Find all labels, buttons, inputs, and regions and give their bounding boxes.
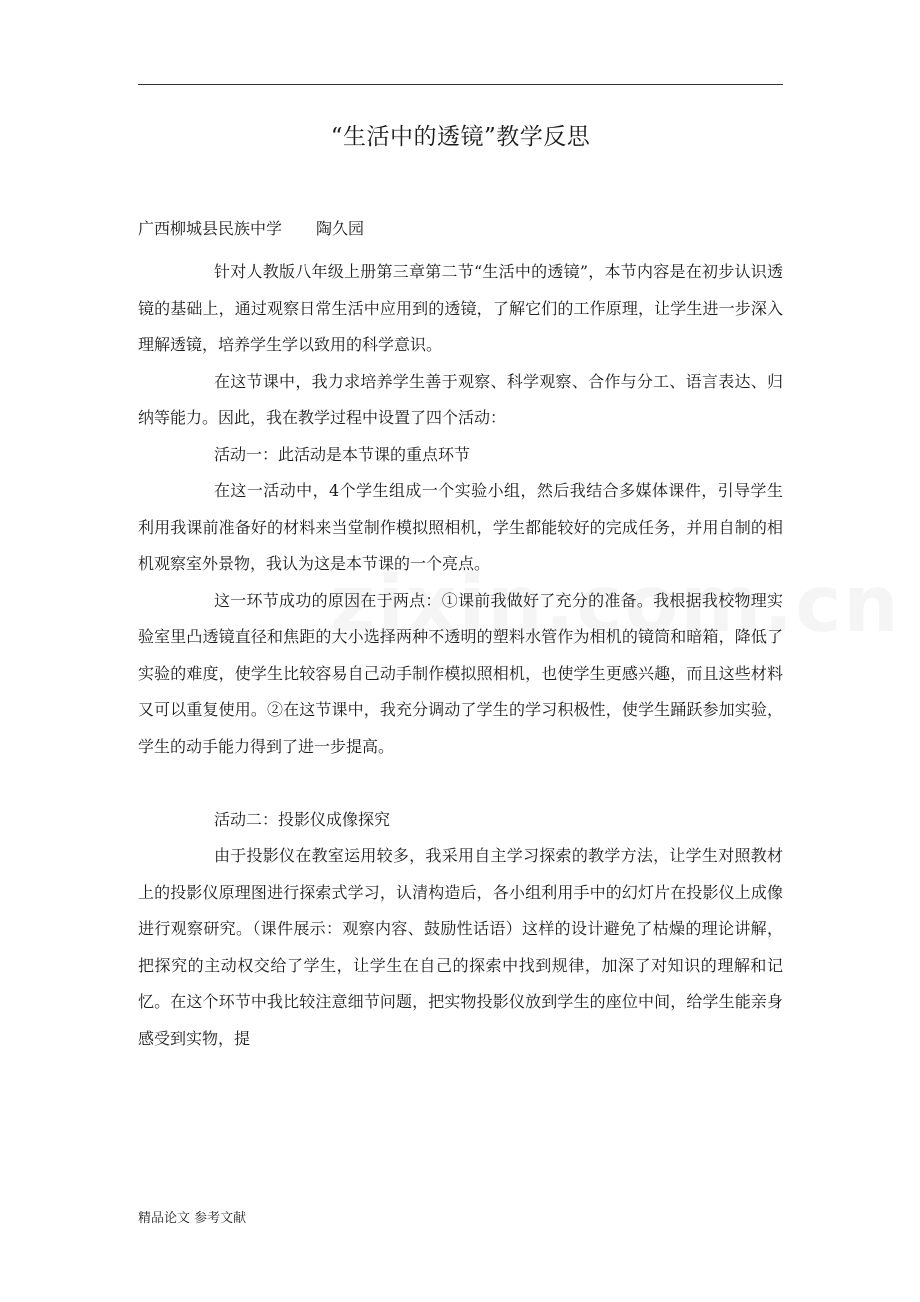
paragraph-activity-1-body: 在这一活动中，4个学生组成一个实验小组，然后我结合多媒体课件，引导学生利用我课前准备好的材料来当堂制作模拟照相机，学生都能较好的完成任务，并用自制的相机观察室外景物，我认为这是本节课的一个亮点。	[138, 481, 783, 573]
paragraph-intro: 针对人教版八年级上册第三章第二节“生活中的透镜”，本节内容是在初步认识透镜的基础上，通过观察日常生活中应用到的透镜，了解它们的工作原理，让学生进一步深入理解透镜，培养学生学以致用的科学意识。	[138, 262, 783, 354]
document-body	[138, 254, 783, 1057]
paragraph-goals: 在这节课中，我力求培养学生善于观察、科学观察、合作与分工、语言表达、归纳等能力。因此，我在教学过程中设置了四个活动：	[138, 371, 783, 427]
school-name: 广西柳城县民族中学	[138, 219, 283, 238]
paragraph-activity-2-body: 由于投影仪在教室运用较多，我采用自主学习探索的教学方法，让学生对照教材上的投影仪原理图进行探索式学习，认清构造后，各小组利用手中的幻灯片在投影仪上成像进行观察研究。（课件展示：观察内容、鼓励性话语）这样的设计避免了枯燥的理论讲解，把探究的主动权交给了学生，让学生在自己的探索中找到规律，加深了对知识的理解和记忆。在这个环节中我比较注意细节问题，把实物投影仪放到学生的座位中间，给学生能亲身感受到实物，提	[138, 846, 783, 1048]
document-title: “生活中的透镜”教学反思	[330, 124, 591, 150]
header-rule	[138, 84, 783, 85]
paragraph-activity-1-heading: 活动一：此活动是本节课的重点环节	[214, 444, 471, 464]
byline	[138, 216, 364, 239]
page-footer: 精品论文 参考文献	[138, 1211, 247, 1226]
paragraph-activity-1-reasons: 这一环节成功的原因在于两点：①课前我做好了充分的准备。我根据我校物理实验室里凸透镜直径和焦距的大小选择两种不透明的塑料水管作为相机的镜筒和暗箱，降低了实验的难度，使学生比较容易自己动手制作模拟照相机，也使学生更感兴趣，而且这些材料又可以重复使用。②在这节课中，我充分调动了学生的学习积极性，使学生踊跃参加实验，学生的动手能力得到了进一步提高。	[138, 590, 783, 756]
paragraph-activity-2-heading: 活动二：投影仪成像探究	[214, 809, 391, 829]
author-name: 陶久园	[316, 219, 365, 238]
